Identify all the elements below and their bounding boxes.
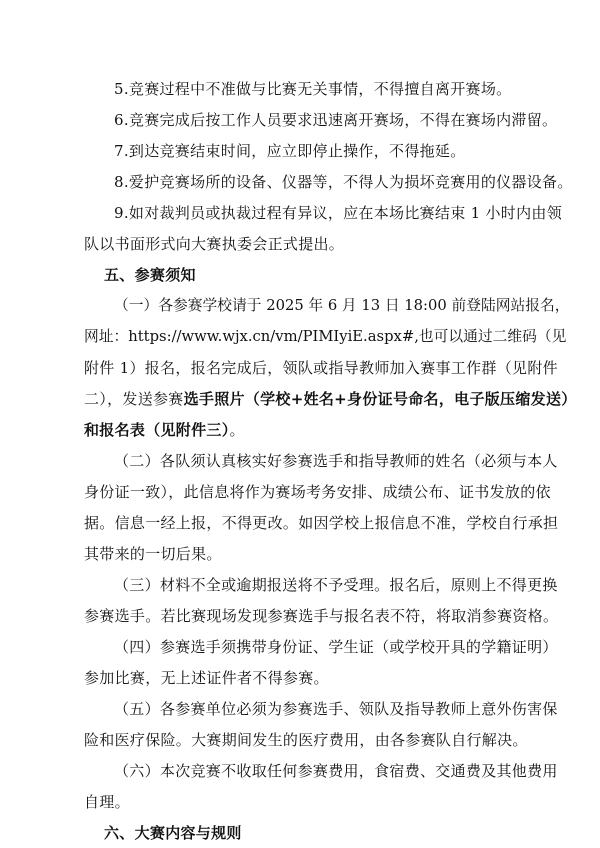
paragraph-1-line-4 [84, 389, 577, 409]
registration-form-note: 和报名表（见附件三） [84, 421, 230, 439]
paragraph-6-line-1: （六）本次竞赛不收取任何参赛费用，食宿费、交通费及其他费用 [114, 762, 558, 780]
paragraph-1-text: 二），发送参赛 [84, 390, 184, 408]
paragraph-3-line-1: （三）材料不全或逾期报送将不予受理。报名后，原则上不得更换 [114, 576, 558, 594]
paragraph-4-line-1: （四）参赛选手须携带身份证、学生证（或学校开具的学籍证明） [114, 638, 558, 656]
paragraph-1-line-1: （一）各参赛学校请于 2025 年 6 月 13 日 18:00 前登陆网站报名， [114, 297, 570, 314]
paragraph-2-line-4: 其带来的一切后果。 [84, 545, 222, 563]
section-6-heading: 六、大赛内容与规则 [104, 824, 242, 842]
paragraph-1-end: 。 [229, 421, 245, 439]
paragraph-1-line-3: 附件 1）报名，报名完成后，领队或指导教师加入赛事工作群（见附件 [84, 359, 558, 377]
paragraph-2-line-1: （二）各队须认真核实好参赛选手和指导教师的姓名（必须与本人 [114, 452, 558, 470]
photo-requirement: 选手照片（学校+姓名+身份证号命名，电子版压缩发送） [183, 390, 577, 408]
section-5-heading: 五、参赛须知 [104, 266, 196, 284]
paragraph-5-line-2: 险和医疗保险。大赛期间发生的医疗费用，由各参赛队自行解决。 [84, 731, 528, 749]
paragraph-2-line-3: 据。信息一经上报，不得更改。如因学校上报信息不准，学校自行承担 [84, 514, 559, 532]
rule-9-line-1: 9.如对裁判员或执裁过程有异议，应在本场比赛结束 1 小时内由领 [114, 204, 562, 222]
paragraph-3-line-2: 参赛选手。若比赛现场发现参赛选手与报名表不符，将取消参赛资格。 [84, 607, 559, 625]
rule-5: 5.竞赛过程中不准做与比赛无关事情，不得擅自离开赛场。 [114, 80, 512, 98]
rule-8: 8.爱护竞赛场所的设备、仪器等，不得人为损坏竞赛用的仪器设备。 [114, 173, 573, 191]
paragraph-5-line-1: （五）各参赛单位必须为参赛选手、领队及指导教师上意外伤害保 [114, 700, 558, 718]
paragraph-2-line-2: 身份证一致），此信息将作为赛场考务安排、成绩公布、证书发放的依 [84, 483, 551, 501]
paragraph-4-line-2: 参加比赛，无上述证件者不得参赛。 [84, 669, 329, 687]
paragraph-1-line-2: 网址：https://www.wjx.cn/vm/PIMIyiE.aspx#,也可以通过二维码（见 [84, 328, 567, 345]
rule-6: 6.竞赛完成后按工作人员要求迅速离开赛场，不得在赛场内滞留。 [114, 111, 558, 129]
paragraph-6-line-2: 自理。 [84, 793, 130, 811]
paragraph-1-line-5 [84, 420, 245, 440]
rule-9-line-2: 队以书面形式向大赛执委会正式提出。 [84, 235, 345, 253]
rule-7: 7.到达竞赛结束时间，应立即停止操作，不得拖延。 [114, 142, 466, 160]
